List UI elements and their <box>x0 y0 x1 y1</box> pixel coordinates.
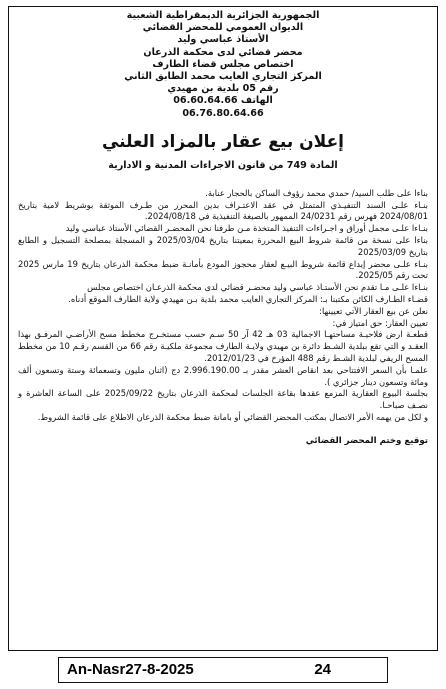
letterhead-line: الديوان العمومي للمحضر القضائي <box>142 22 304 34</box>
body-paragraph: بجلسة البيوع العقارية المزمع عقدها بقاعة الجلسات لمحكمة الذرعان بتاريخ 2025/09/22 على الساعة العاشرة و نصـف صباحـا. <box>18 388 428 411</box>
body-paragraph: و لكل من يهمه الأمر الاتصال بمكتب المحضر القضائي أو بامانة ضبط محكمة الذرعان الاطلاع على قائمة الشروط. <box>37 411 428 422</box>
letterhead-line: الأستاذ عباسي وليد <box>177 34 269 46</box>
body-paragraph: قضـاء الطـارف الكائن مكتبنا بـ: المركز التجاري العايب محمد بلدية بـن مهيدي ولاية الطارف الموقع أدناه. <box>68 294 428 304</box>
publication-date: An-Nasr27-8-2025 <box>67 661 194 678</box>
notice-title: إعلان بيع عقار بالمزاد العلني <box>101 131 345 152</box>
letterhead-line: المركز التجاري العايب محمد الطابق الثاني <box>124 71 322 83</box>
body-paragraph: نعلن عن بيع العقار الآتي تعيينها: <box>319 305 428 316</box>
signature-line: توقيع وختم المحضر القضائي <box>305 435 428 446</box>
letterhead-line: اختصاص مجلس قضاء الطارف <box>152 58 294 70</box>
body-paragraph: بنـاءا علـى مجمل أوراق و اجـراءات التنفيذ المتخذة مـن طرفنا نحن المحضـر القضائي الأستاذ عباسي وليد <box>65 223 428 234</box>
letterhead-line: محضر قضائي لدى محكمة الذرعان <box>143 46 303 58</box>
body-paragraph: بنـاءا علـى مـا تقدم نحن الأستـاذ عباسي وليد محضـر قضائي لدى محكمة الذرعـان اختصاص مجلس <box>87 282 428 293</box>
body-paragraph: بناءا على نسخة من قائمة شروط البيع المحررة بمعيتنا بتاريخ 2025/03/04 و المسجلة بمصلحة التسجيل و الطابع بتاريخ 2025/03/09 <box>18 235 428 257</box>
letterhead-line: الجمهورية الجزائرية الديمقراطية الشعبية <box>126 10 320 21</box>
letterhead-phone: الهاتف 06.60.64.66 <box>173 95 273 107</box>
notice-subtitle: المادة 749 من قانون الاجراءات المدنية و الادارية <box>108 159 338 171</box>
body-paragraph: بنـاء علـى السند التنفيـذي المتمثل في عقد الاعتـراف بدين المحرر من طـرف الموثقة بوشريط لامية بتاريخ 2024/08/01 فهرس رقم 24/0231 الممهور بالصيغة التنفيذية في 2024/08/18. <box>18 199 428 222</box>
letterhead <box>14 10 432 120</box>
body-paragraph: بناءا على طلب السيد/ حمدي محمد رؤوف الساكن بالحجار عنابة. <box>205 187 428 198</box>
body-paragraph: بنـاء علـى محضر إيداع قائمة شروط البيـع لعقار محجوز المودع بأمانـة ضبط محكمة الذرعان بتاريخ 19 مارس 2025 تحت رقم 2025/05. <box>18 258 428 281</box>
body-paragraph: قطعـة ارض فلاحيـة مساحتهـا الاجمالية 03 هـ 42 آر 50 سـم حسب مستخـرج مخطط مسح الأراضـي المرفـق بهذا العقـد و التي تقع ببلدية الشـط دائرة بن مهيدي ولايـة الطارف مجموعة ملكيـة رقم 66 من القسم رقـم 10 من مخطط المسح الريفي لبلدية الشـط رقم 488 المؤرخ في 2012/01/23. <box>18 329 429 363</box>
notice-body <box>14 188 432 424</box>
legal-notice <box>14 10 432 446</box>
body-paragraph: تعيين العقار: حق امتياز في: <box>332 317 428 328</box>
letterhead-phone: 06.76.80.64.66 <box>182 107 264 119</box>
page-number: 24 <box>314 661 331 678</box>
letterhead-line: رقم 05 بلدية بن مهيدي <box>167 83 279 95</box>
page-footer <box>58 657 388 683</box>
body-paragraph: علمـا بأن السعر الافتتاحي بعد انقاص العشر مقدر بـ 2.996.190.00 دج (اثنان مليون وتسعمائة وستة وتسعون ألف ومائة وتسعون دينار جزائري ). <box>18 364 429 387</box>
